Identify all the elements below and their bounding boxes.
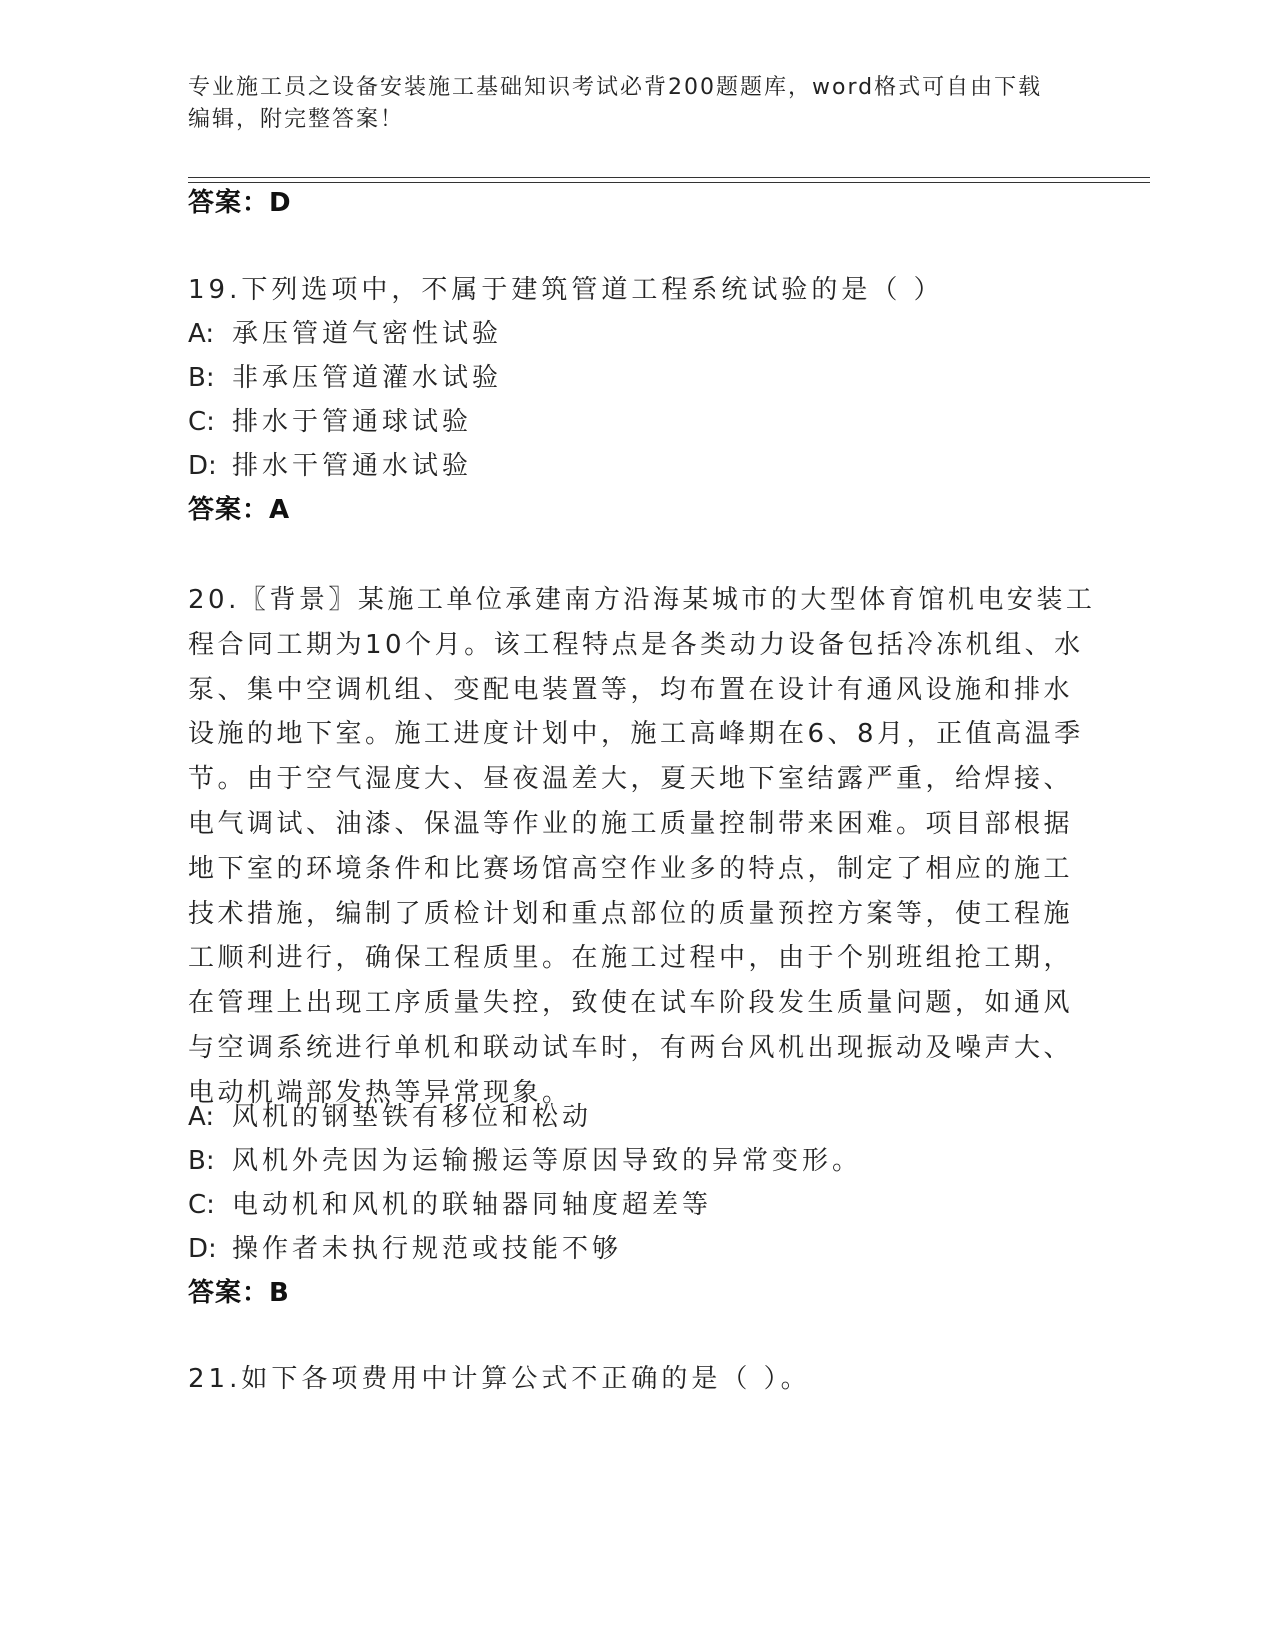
answer-label: 答案： bbox=[188, 188, 270, 218]
stem-line: 设施的地下室。施工进度计划中，施工高峰期在6、8月，正值高温季 bbox=[188, 719, 1084, 750]
answer-label: 答案： bbox=[188, 1278, 270, 1308]
question-20-option-a bbox=[188, 1100, 592, 1134]
stem-line: 20.〖背景〗某施工单位承建南方沿海某城市的大型体育馆机电安装工 bbox=[188, 585, 1096, 615]
answer-value: B bbox=[269, 1278, 290, 1308]
stem-line: 工顺利进行，确保工程质里。在施工过程中，由于个别班组抢工期， bbox=[188, 943, 1074, 974]
answer-prev bbox=[188, 186, 292, 220]
question-19-option-b bbox=[188, 361, 502, 395]
stem-line: 程合同工期为10个月。该工程特点是各类动力设备包括冷冻机组、水 bbox=[188, 629, 1084, 660]
option-text: 排水于管通球试验 bbox=[232, 407, 473, 437]
question-19-answer bbox=[188, 493, 290, 527]
question-20-option-b bbox=[188, 1144, 862, 1178]
question-19-option-d bbox=[188, 449, 472, 483]
stem-line: 节。由于空气湿度大、昼夜温差大，夏天地下室结露严重，给焊接、 bbox=[188, 764, 1074, 795]
question-20-answer bbox=[188, 1276, 290, 1310]
option-text: 操作者未执行规范或技能不够 bbox=[232, 1234, 623, 1264]
header-line-2: 编辑，附完整答案！ bbox=[188, 107, 405, 132]
option-text: 风机的钢垫铁有移位和松动 bbox=[232, 1102, 593, 1132]
question-19-option-a bbox=[188, 317, 502, 351]
answer-label: 答案： bbox=[188, 495, 270, 525]
option-key: D: bbox=[188, 451, 217, 481]
question-20-stem bbox=[188, 578, 1096, 1116]
option-key: B: bbox=[188, 363, 215, 393]
option-text: 电动机和风机的联轴器同轴度超差等 bbox=[232, 1190, 713, 1220]
stem-line: 与空调系统进行单机和联动试车时，有两台风机出现振动及噪声大、 bbox=[188, 1032, 1074, 1063]
header-line-1: 专业施工员之设备安装施工基础知识考试必背200题题库，word格式可自由下载 bbox=[188, 75, 1043, 100]
option-text: 承压管道气密性试验 bbox=[232, 319, 503, 349]
header-divider-thin bbox=[188, 182, 1150, 183]
option-key: A: bbox=[188, 1102, 215, 1132]
header-divider-thick bbox=[188, 177, 1150, 178]
option-key: C: bbox=[188, 407, 215, 437]
stem-line: 地下室的环境条件和比赛场馆高空作业多的特点，制定了相应的施工 bbox=[188, 853, 1074, 884]
page-header bbox=[188, 72, 1068, 136]
option-text: 风机外壳因为运输搬运等原因导致的异常变形。 bbox=[232, 1146, 863, 1176]
stem-line: 电动机端部发热等异常现象。 bbox=[188, 1077, 572, 1108]
answer-value: D bbox=[269, 188, 292, 218]
option-text: 排水干管通水试验 bbox=[232, 451, 473, 481]
question-21-stem: 21.如下各项费用中计算公式不正确的是（ ）。 bbox=[188, 1364, 811, 1394]
option-text: 非承压管道灌水试验 bbox=[232, 363, 503, 393]
option-key: C: bbox=[188, 1190, 215, 1220]
stem-line: 在管理上出现工序质量失控，致使在试车阶段发生质量问题，如通风 bbox=[188, 988, 1074, 1019]
stem-line: 电气调试、油漆、保温等作业的施工质量控制带来困难。项目部根据 bbox=[188, 808, 1074, 839]
option-key: D: bbox=[188, 1234, 217, 1264]
option-key: B: bbox=[188, 1146, 215, 1176]
stem-line: 技术措施，编制了质检计划和重点部位的质量预控方案等，使工程施 bbox=[188, 898, 1074, 929]
stem-line: 泵、集中空调机组、变配电装置等，均布置在设计有通风设施和排水 bbox=[188, 674, 1074, 705]
question-19-option-c bbox=[188, 405, 472, 439]
question-20-option-d bbox=[188, 1232, 622, 1266]
answer-value: A bbox=[269, 495, 291, 525]
option-key: A: bbox=[188, 319, 215, 349]
question-20-option-c bbox=[188, 1188, 712, 1222]
question-19-stem: 19.下列选项中，不属于建筑管道工程系统试验的是（ ） bbox=[188, 275, 944, 305]
